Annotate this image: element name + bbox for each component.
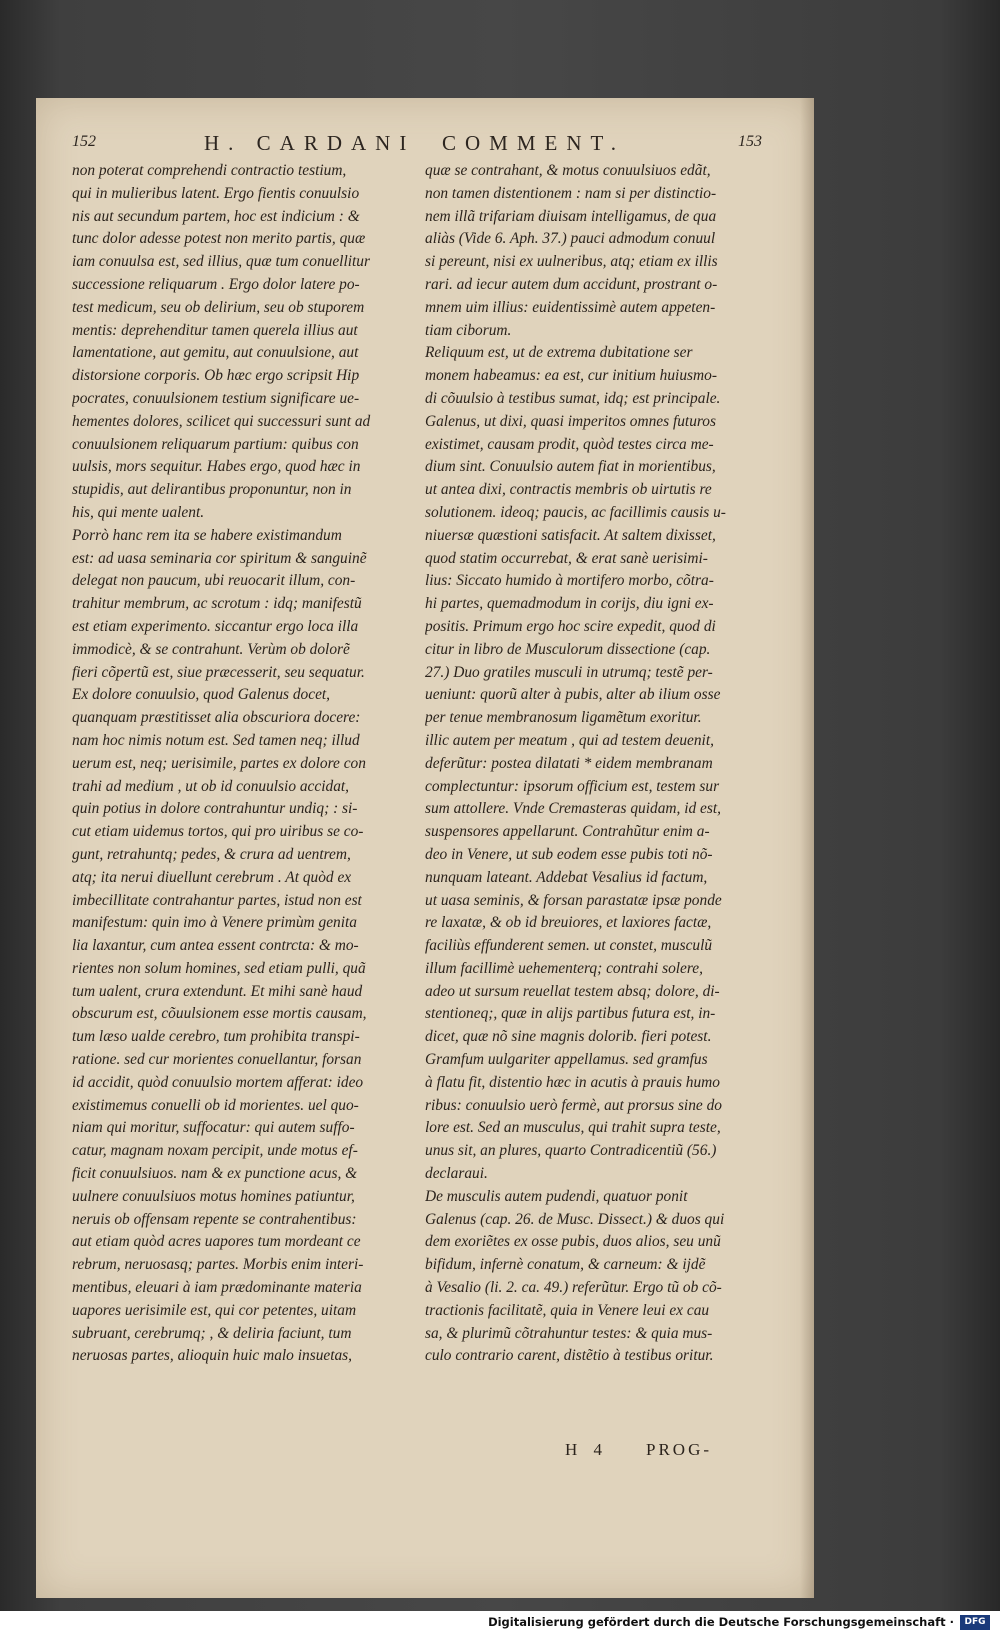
text-line: catur, magnam noxam percipit, unde motus ef- (72, 1142, 358, 1160)
text-line: test medicum, seu ob delirium, seu ob stuporem (72, 298, 365, 316)
text-line: suspensores appellarunt. Contrahũtur enim a- (425, 823, 710, 841)
text-line: unus sit, an plures, quarto Contradicentiũ (56.) (425, 1142, 717, 1160)
text-line: uerum est, neq; uerisimile, partes ex dolore con (72, 754, 366, 772)
text-line: distorsione corporis. Ob hæc ergo scripsit Hip (72, 367, 360, 385)
text-line: illic autem per meatum , qui ad testem deuenit, (425, 731, 714, 749)
text-line: trahitur membrum, ac scrotum : idq; manifestũ (72, 595, 362, 613)
running-title-author: H. CARDANI (204, 131, 416, 155)
text-line: nem illã trifariam diuisam intelligamus, de qua (425, 207, 717, 225)
text-line: Galenus, ut dixi, quasi imperitos omnes futuros (425, 412, 716, 430)
text-line: id accidit, quòd conuulsio mortem afferat: ideo (72, 1073, 364, 1091)
text-line: ratione. sed cur morientes conuellantur, forsan (72, 1051, 362, 1069)
text-line: deo in Venere, ut sub eodem esse pubis toti nõ- (425, 845, 713, 863)
text-line: Galenus (cap. 26. de Musc. Dissect.) & duos qui (425, 1210, 725, 1228)
digitization-footer (0, 1611, 1000, 1637)
text-line: citur in libro de Musculorum dissectione (cap. (425, 640, 711, 658)
text-column-left (72, 160, 402, 1368)
text-column-right (425, 160, 755, 1368)
text-line: iam conuulsa est, sed illius, quæ tum conuellitur (72, 253, 370, 271)
text-line: faciliùs effunderent semen. ut constet, musculũ (425, 937, 713, 955)
text-line: à flatu fit, distentio hæc in acutis à prauis humo (425, 1073, 720, 1091)
text-line: uulnere conuulsiuos motus homines patiuntur, (72, 1187, 355, 1205)
text-line: atq; ita nerui diuellunt cerebrum . At quòd ex (72, 868, 352, 886)
text-line: nis aut secundum partem, hoc est indicium : & (72, 207, 360, 225)
text-line: non poterat comprehendi contractio testium, (72, 162, 347, 179)
text-line: 27.) Duo gratiles musculi in utrumq; testẽ per- (425, 663, 713, 681)
text-line: hi partes, quemadmodum in corijs, diu igni ex- (425, 595, 714, 613)
text-line: quanquam præstitisset alia obscuriora docere: (72, 709, 361, 727)
text-line: sa, & plurimũ cõtrahuntur testes: & quia mus- (425, 1324, 713, 1342)
text-line: delegat non paucum, ubi reuocarit illum, con- (72, 572, 356, 590)
text-line: rari. ad iecur autem dum accidunt, prostrant o- (425, 275, 718, 293)
text-line: declaraui. (425, 1165, 488, 1183)
text-line: pocrates, conuulsionem testium significare ue- (72, 389, 360, 407)
text-line: adeo ut sursum reuellat testem absq; dolore, di- (425, 982, 720, 1000)
text-line: his, qui mente ualent. (72, 503, 205, 521)
text-line: ut uasa seminis, & forsan parastatæ ipsæ ponde (425, 891, 722, 909)
text-line: nam hoc nimis notum est. Sed tamen neq; illud (72, 731, 360, 749)
text-line: ribus: conuulsio uerò fermè, aut prorsus sine do (425, 1096, 722, 1114)
text-line: lius: Siccato humido à mortifero morbo, cõtra- (425, 572, 714, 590)
text-line: tum læso ualde cerebro, tum prohibita transpi- (72, 1028, 360, 1046)
text-line: dicet, quæ nõ sine magnis dolorib. fieri potest. (425, 1028, 712, 1046)
page-header (36, 131, 814, 157)
text-line: subruant, cerebrumq; , & deliria faciunt, tum (72, 1324, 352, 1342)
running-title-work: COMMENT. (442, 131, 626, 155)
text-line: lore est. Sed an musculus, qui trahit supra teste, (425, 1119, 721, 1137)
text-line: uulsis, mors sequitur. Habes ergo, quod hæc in (72, 458, 361, 476)
text-line: quin potius in dolore contrahuntur undiq; : si- (72, 800, 358, 818)
text-line: Reliquum est, ut de extrema dubitatione ser (425, 344, 693, 362)
text-line: tractionis facilitatẽ, quia in Venere leui ex cau (425, 1301, 710, 1319)
text-line: tum ualent, crura extendunt. Et mihi sanè haud (72, 982, 363, 1000)
text-line: fieri cõpertũ est, siue præcesserit, seu sequatur. (72, 663, 365, 681)
text-line: obscurum est, cõuulsionem esse mortis causam, (72, 1005, 367, 1023)
text-line: monem habeamus: ea est, cur initium huiusmo- (425, 367, 717, 385)
text-line: aut etiam quòd acres uapores tum mordeant ce (72, 1233, 361, 1251)
text-line: deferũtur: postea dilatati * eidem membranam (425, 754, 713, 772)
text-line: est: ad uasa seminaria cor spiritum & sanguinẽ (72, 549, 367, 567)
text-line: immodicè, & se contrahunt. Verùm ob dolorẽ (72, 640, 350, 658)
text-line: lamentatione, aut gemitu, aut conuulsione, aut (72, 344, 359, 362)
text-line: positis. Primum ergo hoc scire expedit, quod di (425, 617, 716, 635)
text-line: existimet, causam prodit, quòd testes circa me- (425, 435, 714, 453)
signature-mark: H 4 (565, 1440, 609, 1459)
text-line: nunquam lateant. Addebat Vesalius id factum, (425, 868, 708, 886)
text-line: De musculis autem pudendi, quatuor ponit (425, 1187, 688, 1205)
text-line: illum facillimè uehementerq; contrahi solere, (425, 959, 703, 977)
text-line: ficit conuulsiuos. nam & ex punctione acus, & (72, 1165, 358, 1183)
text-line: ueniunt: quorũ alter à pubis, alter ab ilium osse (425, 686, 721, 704)
text-line: uapores uerisimile est, qui cor petentes, uitam (72, 1301, 357, 1319)
text-line: mnem uim illius: euidentissimè autem appeten- (425, 298, 716, 316)
text-line: neruosas partes, alioquin huic malo insuetas, (72, 1347, 353, 1365)
text-line: Porrò hanc rem ita se habere existimandum (72, 526, 342, 544)
text-line: sum attollere. Vnde Cremasteras quidam, id est, (425, 800, 721, 818)
text-line: Gramfum uulgariter appellamus. sed gramfus (425, 1051, 708, 1069)
text-line: ut antea dixi, contractis membris ob uirtutis re (425, 481, 712, 499)
text-line: existimemus conuelli ob id morientes. uel quo- (72, 1096, 359, 1114)
text-line: trahi ad medium , ut ob id conuulsio accidat, (72, 777, 350, 795)
text-line: tiam ciborum. (425, 321, 512, 339)
text-line: manifestum: quin imo à Venere primùm genita (72, 914, 357, 932)
text-line: successione reliquarum . Ergo dolor latere po- (72, 275, 360, 293)
text-line: imbecillitate contrahantur partes, istud non est (72, 891, 362, 909)
text-line: est etiam experimento. siccantur ergo loca illa (72, 617, 359, 635)
text-line: aliàs (Vide 6. Aph. 37.) pauci admodum conuul (425, 230, 716, 248)
text-line: gunt, retrahuntq; pedes, & crura ad uentrem, (72, 845, 351, 863)
text-line: niam qui moritur, suffocatur: qui autem suffo- (72, 1119, 355, 1137)
text-line: quod statim occurrebat, & erat sanè uerisimi- (425, 549, 708, 567)
text-line: mentis: deprehenditur tamen querela illius aut (72, 321, 358, 339)
text-line: Ex dolore conuulsio, quod Galenus docet, (72, 686, 331, 704)
text-line: lia laxantur, cum antea essent contrcta: & mo- (72, 937, 359, 955)
text-line: mentibus, eleuari à iam prædominante materia (72, 1279, 362, 1297)
text-line: hementes dolores, scilicet qui successuri sunt ad (72, 412, 371, 430)
text-line: culo contrario carent, distẽtio à testibus oritur. (425, 1347, 714, 1365)
text-line: tunc dolor adesse potest non merito partis, quæ (72, 230, 366, 248)
text-line: si pereunt, nisi ex uulneribus, atq; etiam ex illis (425, 253, 718, 271)
text-line: rientes non solum homines, sed etiam pulli, quã (72, 959, 366, 977)
text-line: non tamen distentionem : nam si per distinctio- (425, 184, 717, 202)
text-line: niuersæ quæstioni satisfacit. At saltem dixisset, (425, 526, 716, 544)
text-line: complectuntur: ipsorum officium est, testem sur (425, 777, 720, 795)
catchword: PROG- (646, 1440, 713, 1459)
text-line: qui in mulieribus latent. Ergo fientis conuulsio (72, 184, 360, 202)
text-line: rebrum, neruosasq; partes. Morbis enim interi- (72, 1256, 364, 1274)
text-line: cut etiam uidemus tortos, qui pro uiribus se co- (72, 823, 364, 841)
dfg-logo-icon: DFG (960, 1615, 990, 1630)
text-line: dem exoriẽtes ex osse pubis, duos alios, seu unũ (425, 1233, 721, 1251)
text-line: conuulsionem reliquarum partium: quibus con (72, 435, 359, 453)
text-line: à Vesalio (li. 2. ca. 49.) referũtur. Ergo tũ ob cõ- (425, 1279, 722, 1297)
text-line: stupidis, aut delirantibus proponuntur, non in (72, 481, 352, 499)
folio-number-right: 153 (738, 133, 762, 150)
page-signature-line (36, 1440, 814, 1464)
text-line: per tenue membranosum ligamẽtum exoritur. (425, 709, 702, 727)
text-line: neruis ob offensam repente se contrahentibus: (72, 1210, 357, 1228)
text-line: quæ se contrahant, & motus conuulsiuos edãt, (425, 162, 711, 179)
text-line: stentioneq;, quæ in alijs partibus futura est, in- (425, 1005, 716, 1023)
text-line: di cõuulsio à testibus sumat, idq; est principale. (425, 389, 721, 407)
text-line: dium sint. Conuulsio autem fiat in morientibus, (425, 458, 716, 476)
text-line: solutionem. ideoq; paucis, ac facillimis causis u- (425, 503, 726, 521)
book-page (36, 98, 814, 1598)
folio-number-left: 152 (72, 133, 96, 150)
text-line: re laxatæ, & ob id breuiores, et laxiores factæ, (425, 914, 712, 932)
funding-credit: Digitalisierung gefördert durch die Deutsche Forschungsgemeinschaft · (488, 1615, 954, 1629)
text-line: bifidum, infernè conatum, & carneum: & ijdẽ (425, 1256, 706, 1274)
